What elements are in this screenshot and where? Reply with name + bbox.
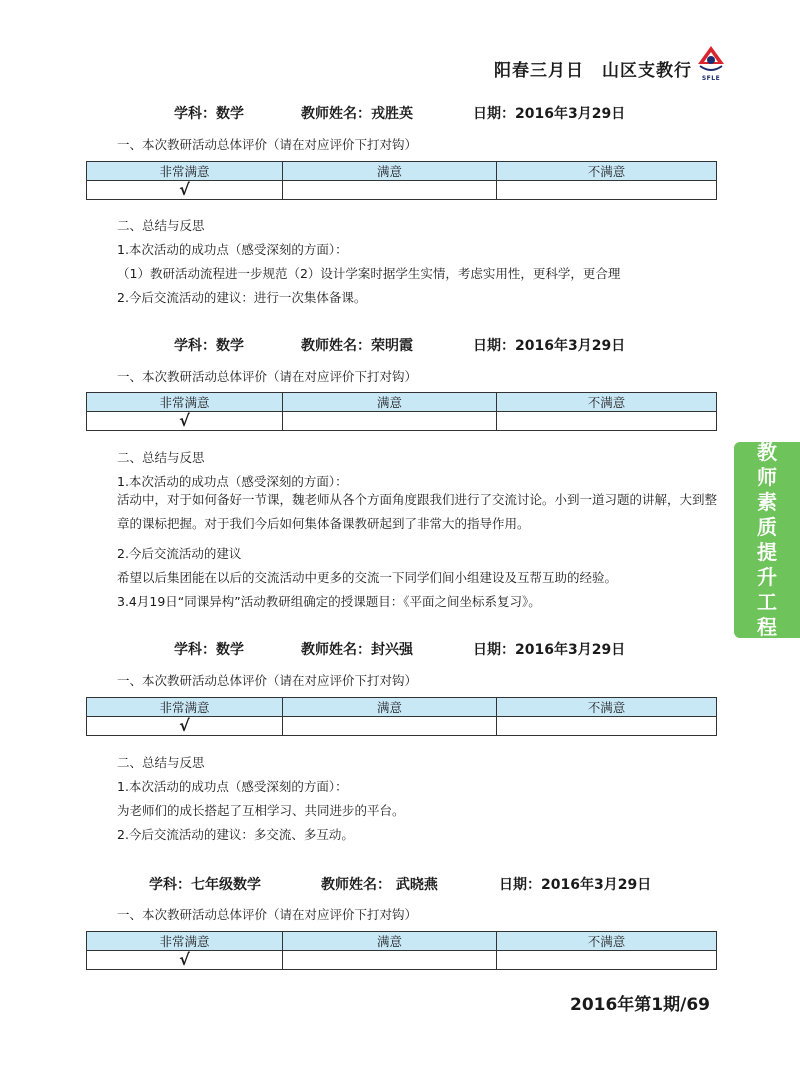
col-very-satisfied: 非常满意 — [87, 393, 283, 412]
record-line: 1.本次活动的成功点（感受深刻的方面）： — [117, 779, 348, 794]
record-line: 2.今后交流活动的建议：多交流、多互动。 — [117, 827, 354, 842]
record-line: 希望以后集团能在以后的交流活动中更多的交流一下同学们间小组建设及互帮互助的经验。 — [117, 570, 618, 585]
eval-title: 一、本次教研活动总体评价（请在对应评价下打对钩） — [117, 369, 418, 384]
cell-satisfied[interactable] — [283, 412, 497, 431]
record-teacher: 教师姓名：封兴强 — [301, 642, 413, 658]
record-line: 1.本次活动的成功点（感受深刻的方面）： — [117, 474, 348, 489]
cell-very-satisfied[interactable] — [87, 717, 283, 736]
side-tab-char: 师 — [757, 465, 777, 489]
side-tab-char: 升 — [757, 565, 777, 589]
cell-unsatisfied[interactable] — [497, 951, 717, 970]
cell-very-satisfied[interactable] — [87, 412, 283, 431]
logo-text: SFLE — [701, 75, 721, 82]
record-line: 1.本次活动的成功点（感受深刻的方面）： — [117, 242, 348, 257]
header-title: 阳春三月日 山区支教行 — [494, 61, 692, 81]
record-paragraph: 活动中，对于如何备好一节课，魏老师从各个方面角度跟我们进行了交流讨论。小到一道习题的讲解，大到整章的课标把握。对于我们今后如何集体备课教研起到了非常大的指导作用。 — [117, 492, 718, 531]
record-line: 2.今后交流活动的建议：进行一次集体备课。 — [117, 290, 367, 305]
col-unsatisfied: 不满意 — [497, 698, 717, 717]
side-tab-char: 提 — [757, 540, 777, 564]
cell-very-satisfied[interactable] — [87, 951, 283, 970]
col-satisfied: 满意 — [283, 932, 497, 951]
record-line: （1）教研活动流程进一步规范（2）设计学案时据学生实情，考虑实用性，更科学，更合理 — [117, 266, 621, 281]
col-satisfied: 满意 — [283, 393, 497, 412]
cell-satisfied[interactable] — [283, 181, 497, 200]
page-number: 2016年第1期/69 — [569, 995, 710, 1015]
record-subject: 学科：数学 — [174, 106, 244, 122]
cell-satisfied[interactable] — [283, 951, 497, 970]
sfle-logo — [696, 44, 726, 82]
col-unsatisfied: 不满意 — [497, 393, 717, 412]
side-tab-teacher-quality — [734, 442, 800, 638]
col-very-satisfied: 非常满意 — [87, 162, 283, 181]
check-mark: √ — [179, 411, 190, 430]
record-date: 日期：2016年3月29日 — [473, 106, 626, 122]
check-mark: √ — [179, 180, 190, 199]
side-tab-char: 质 — [757, 515, 777, 539]
record-line: 2.今后交流活动的建议 — [117, 546, 242, 561]
col-very-satisfied: 非常满意 — [87, 698, 283, 717]
eval-table — [86, 161, 717, 200]
eval-table — [86, 697, 717, 736]
cell-satisfied[interactable] — [283, 717, 497, 736]
cell-unsatisfied[interactable] — [497, 717, 717, 736]
col-satisfied: 满意 — [283, 162, 497, 181]
side-tab-char: 程 — [757, 615, 777, 639]
side-tab-char: 工 — [757, 590, 777, 614]
record-teacher: 教师姓名：荣明霞 — [301, 338, 413, 354]
eval-table — [86, 931, 717, 970]
eval-title: 一、本次教研活动总体评价（请在对应评价下打对钩） — [117, 137, 418, 152]
record-subject: 学科：数学 — [174, 338, 244, 354]
logo-emblem-icon — [696, 44, 726, 74]
summary-heading: 二、总结与反思 — [117, 755, 205, 770]
col-unsatisfied: 不满意 — [497, 932, 717, 951]
check-mark: √ — [179, 950, 190, 969]
eval-table — [86, 392, 717, 431]
cell-unsatisfied[interactable] — [497, 412, 717, 431]
summary-heading: 二、总结与反思 — [117, 450, 205, 465]
eval-title: 一、本次教研活动总体评价（请在对应评价下打对钩） — [117, 907, 418, 922]
check-mark: √ — [179, 716, 190, 735]
eval-title: 一、本次教研活动总体评价（请在对应评价下打对钩） — [117, 673, 418, 688]
record-line: 为老师们的成长搭起了互相学习、共同进步的平台。 — [117, 803, 405, 818]
side-tab-char: 素 — [757, 490, 777, 514]
cell-unsatisfied[interactable] — [497, 181, 717, 200]
record-line: 3.4月19日“同课异构”活动教研组确定的授课题目：《平面之间坐标系复习》。 — [117, 594, 541, 609]
record-date: 日期：2016年3月29日 — [473, 642, 626, 658]
record-teacher: 教师姓名：戎胜英 — [301, 106, 413, 122]
record-teacher: 教师姓名： 武晓燕 — [321, 877, 438, 893]
record-subject: 学科：数学 — [174, 642, 244, 658]
record-date: 日期：2016年3月29日 — [499, 877, 652, 893]
side-tab-char: 教 — [757, 440, 777, 464]
summary-heading: 二、总结与反思 — [117, 218, 205, 233]
col-satisfied: 满意 — [283, 698, 497, 717]
col-unsatisfied: 不满意 — [497, 162, 717, 181]
cell-very-satisfied[interactable] — [87, 181, 283, 200]
record-subject: 学科：七年级数学 — [149, 877, 261, 893]
record-date: 日期：2016年3月29日 — [473, 338, 626, 354]
col-very-satisfied: 非常满意 — [87, 932, 283, 951]
